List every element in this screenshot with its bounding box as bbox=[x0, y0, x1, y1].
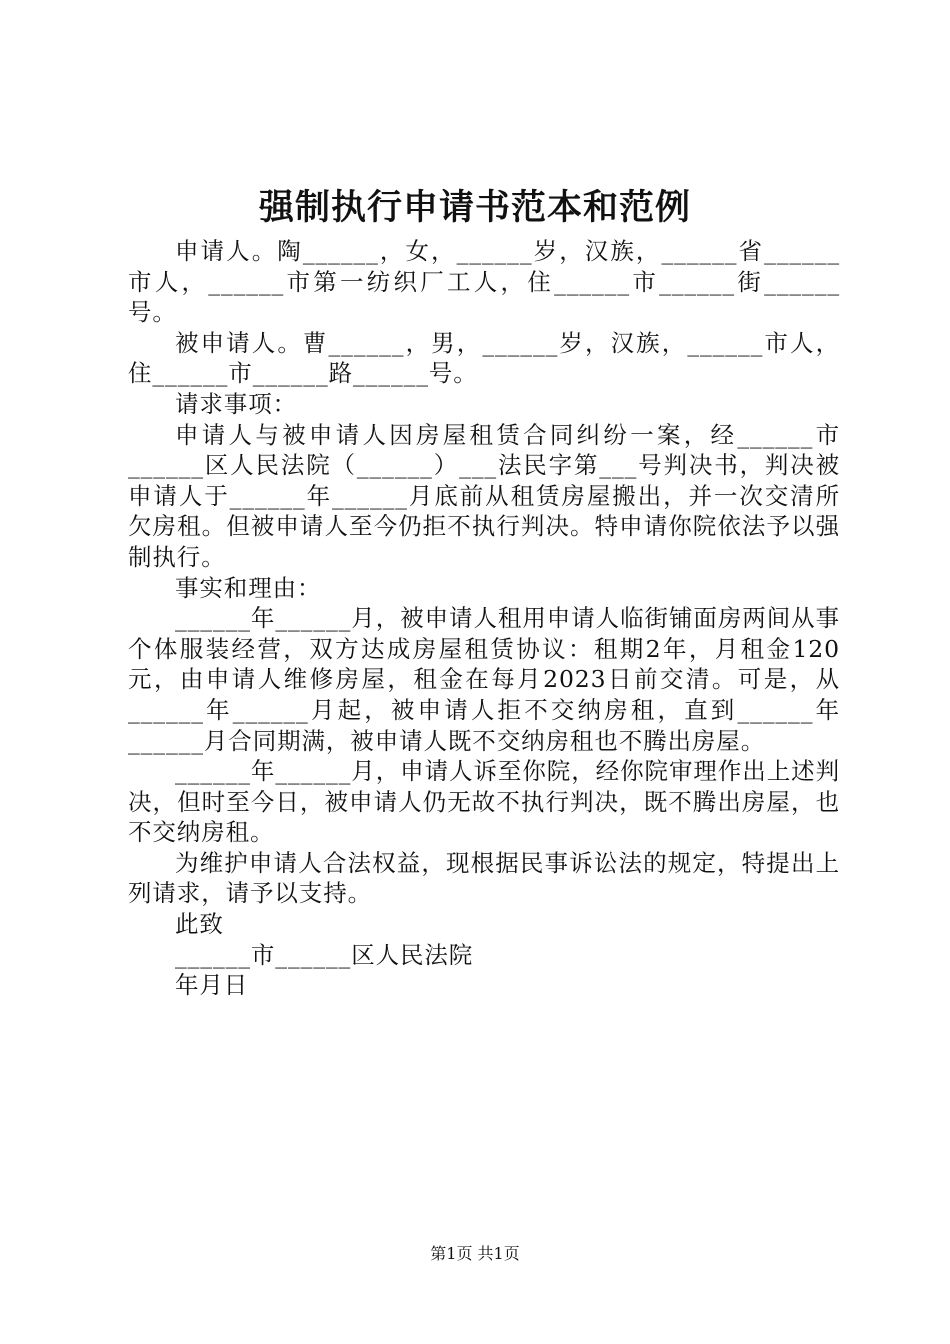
heading-requests: 请求事项： bbox=[175, 389, 297, 418]
heading-facts-reasons: 事实和理由： bbox=[175, 573, 322, 602]
paragraph-facts-2: ______年______月，申请人诉至你院，经你院审理作出上述判决，但时至今日，被申请人仍无故不执行判决，既不腾出房屋，也不交纳房租。 bbox=[128, 757, 840, 847]
paragraph-respondent: 被申请人。曹______，男，______岁，汉族，______市人，住______市______路______号。 bbox=[128, 328, 840, 388]
date-line: 年月日 bbox=[175, 971, 249, 1000]
salutation: 此致 bbox=[175, 910, 224, 939]
recipient-court: ______市______区人民法院 bbox=[175, 940, 474, 969]
document-body bbox=[128, 236, 840, 1001]
paragraph-requests: 申请人与被申请人因房屋租赁合同纠纷一案，经______市______区人民法院（______）___法民字第___号判决书，判决被申请人于______年______月底前从租赁房屋搬出，并一次交清所欠房租。但被申请人至今仍拒不执行判决。特申请你院依法予以强制执行。 bbox=[128, 420, 840, 571]
page-number-footer: 第1页 共1页 bbox=[430, 1244, 520, 1263]
paragraph-facts-1: ______年______月，被申请人租用申请人临街铺面房两间从事个体服装经营，双方达成房屋租赁协议：租期2年，月租金120元，由申请人维修房屋，租金在每月2023日前交清。可是，从______年______月起，被申请人拒不交纳房租，直到______年______月合同期满，被申请人既不交纳房租也不腾出房屋。 bbox=[128, 604, 840, 755]
paragraph-conclusion: 为维护申请人合法权益，现根据民事诉讼法的规定，特提出上列请求，请予以支持。 bbox=[128, 848, 840, 908]
document-title: 强制执行申请书范本和范例 bbox=[258, 187, 691, 228]
paragraph-applicant: 申请人。陶______，女，______岁，汉族，______省______市人，______市第一纺织厂工人，住______市______街______号。 bbox=[128, 237, 840, 327]
